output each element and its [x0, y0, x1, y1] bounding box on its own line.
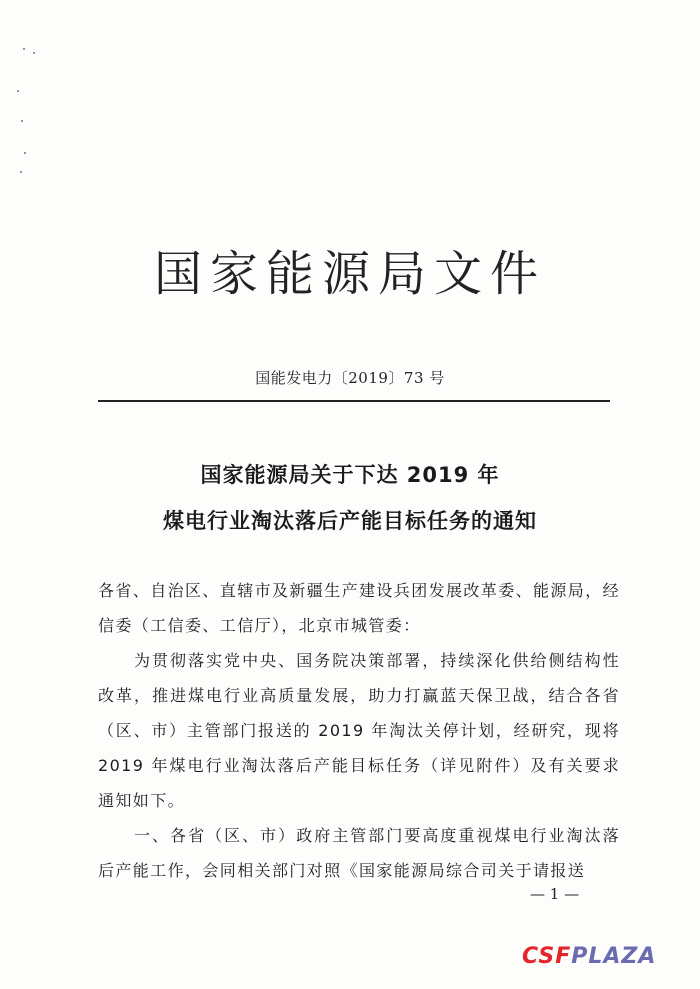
watermark-csf: CSF: [522, 944, 572, 969]
scan-speck: [21, 120, 23, 122]
watermark-plaza: PLAZA: [571, 944, 657, 969]
scan-speck: [24, 152, 26, 154]
notice-title-line-1: 国家能源局关于下达 2019 年: [200, 463, 500, 487]
document-number: 国能发电力〔2019〕73 号: [255, 369, 445, 387]
issuer-header: 国家能源局文件: [153, 246, 546, 302]
page-number: — 1 —: [530, 885, 580, 903]
scan-speck: [33, 52, 35, 54]
scan-speck: [20, 171, 22, 173]
body-paragraph-2: 一、各省（区、市）政府主管部门要高度重视煤电行业淘汰落后产能工作，会同相关部门对照《国家能源局综合司关于请报送: [98, 826, 620, 880]
body-paragraph-1: 为贯彻落实党中央、国务院决策部署，持续深化供给侧结构性改革，推进煤电行业高质量发展，助力打赢蓝天保卫战，结合各省（区、市）主管部门报送的 2019 年淘汰关停计划，经研究，现将 2019 年煤电行业淘汰落后产能目标任务（详见附件）及有关要求通知如下。: [98, 651, 620, 810]
csfplaza-watermark-logo: [522, 944, 656, 969]
addressee: 各省、自治区、直辖市及新疆生产建设兵团发展改革委、能源局，经信委（工信委、工信厅），北京市城管委：: [98, 581, 621, 635]
scan-speck: [17, 90, 19, 92]
header-divider: [98, 400, 610, 402]
notice-title-line-2: 煤电行业淘汰落后产能目标任务的通知: [163, 509, 537, 533]
scan-speck: [23, 48, 25, 50]
